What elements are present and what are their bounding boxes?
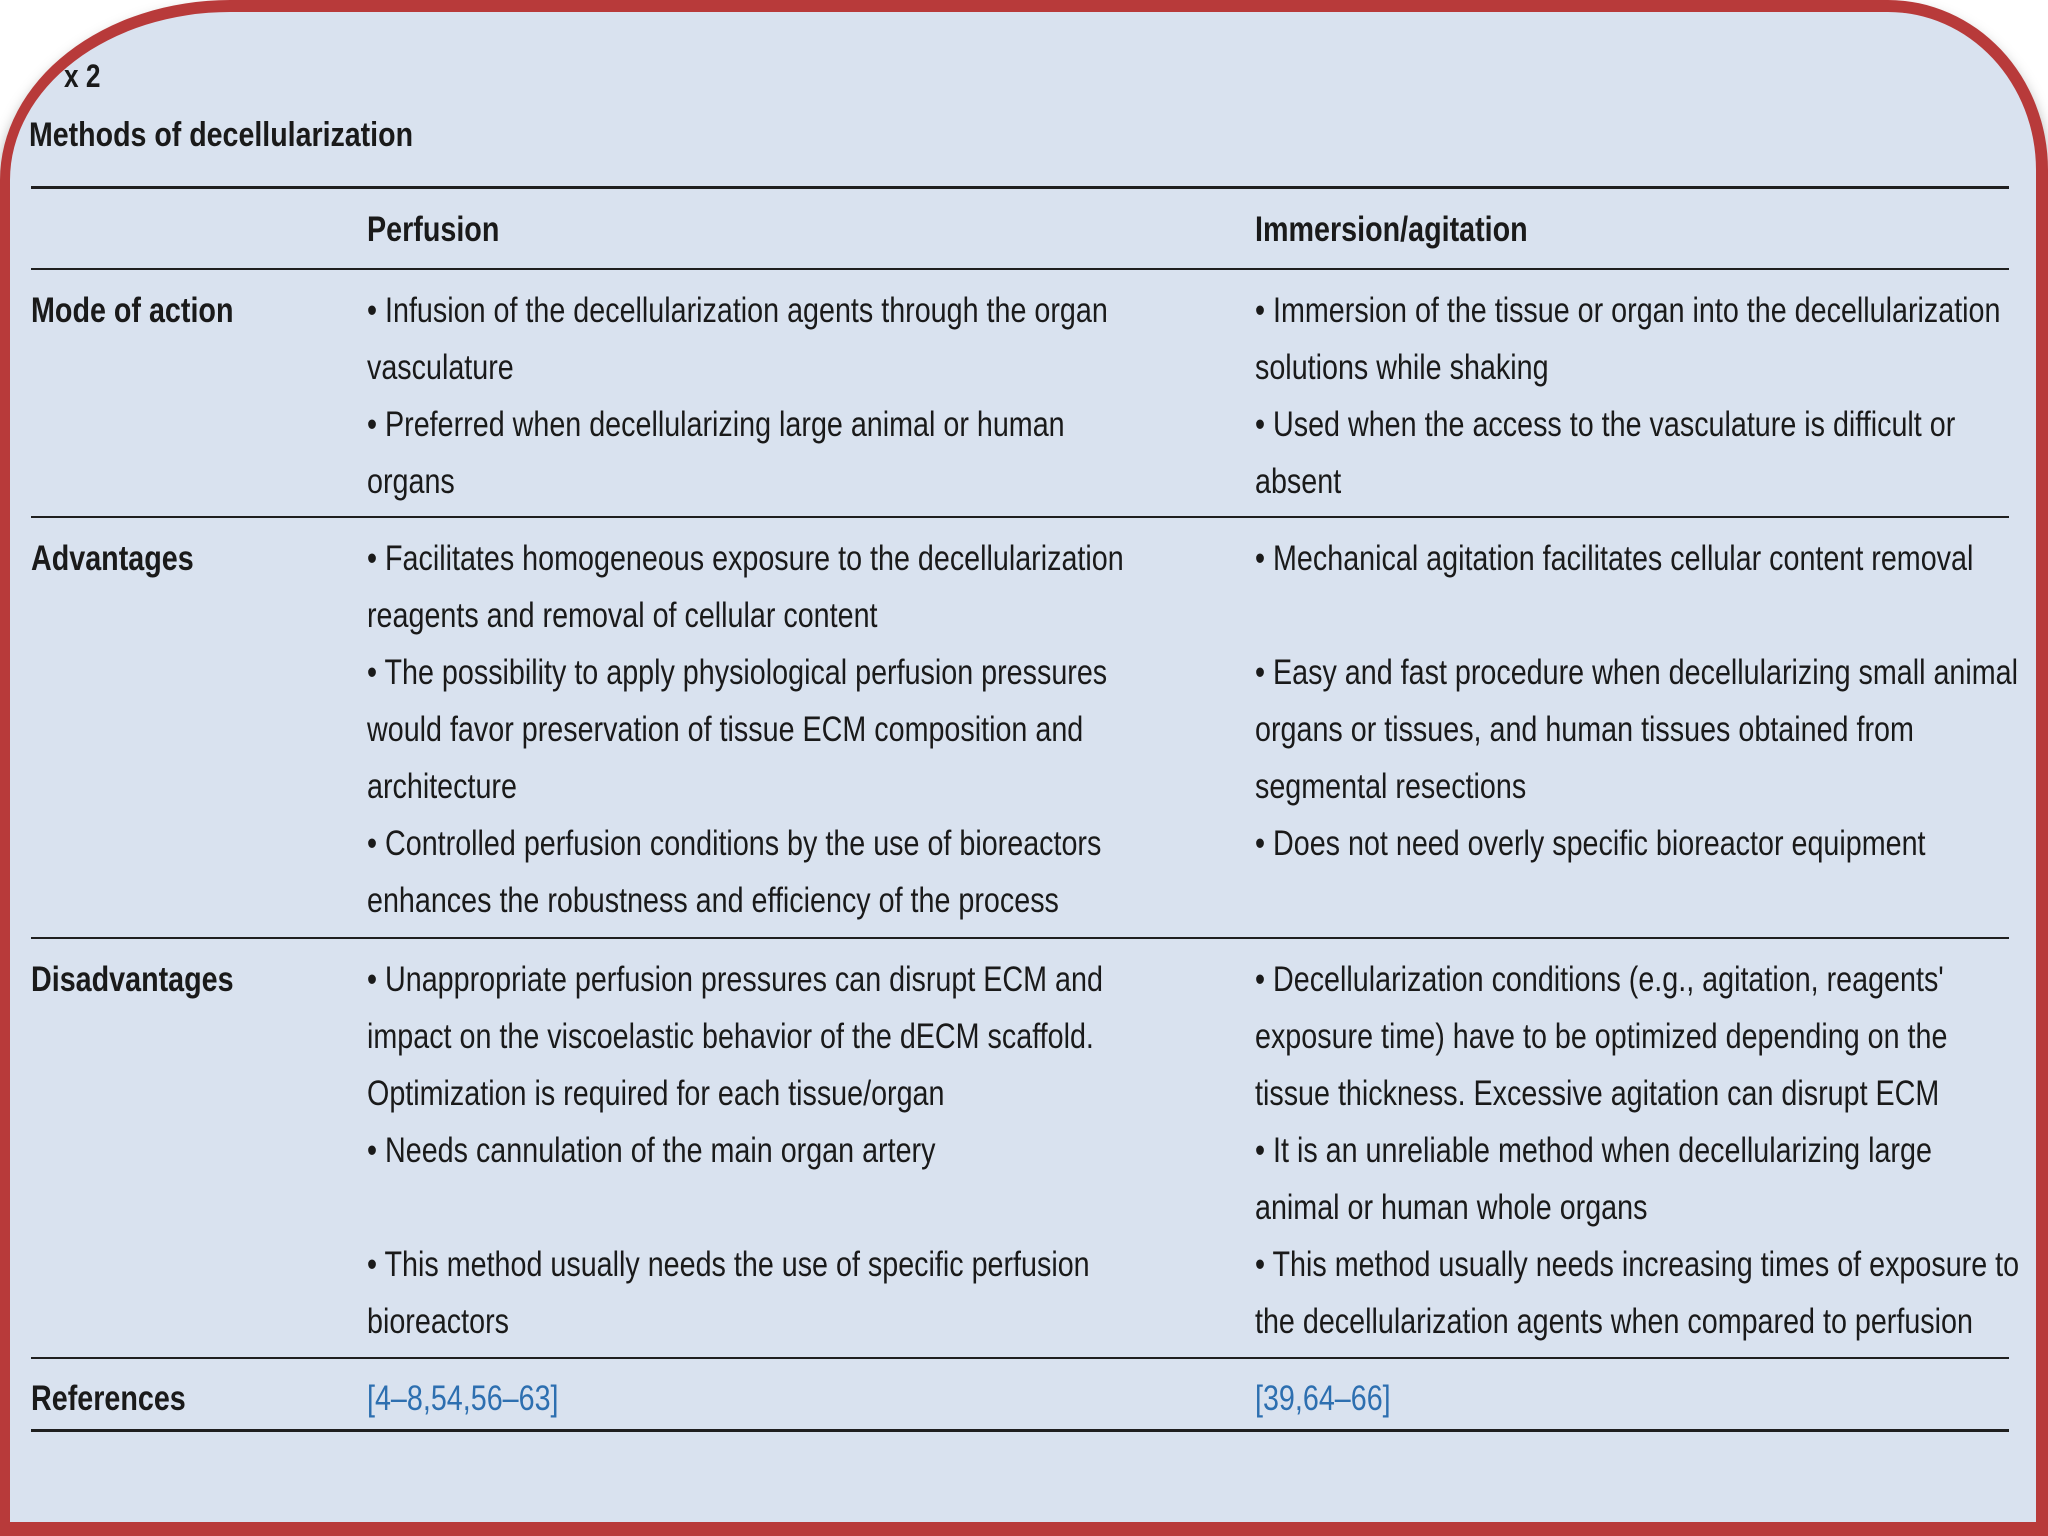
cell-line: bioreactors xyxy=(367,1302,509,1341)
advantages-immersion xyxy=(1255,530,2018,872)
references-perfusion-link[interactable]: [4–8,54,56–63] xyxy=(367,1379,559,1418)
cell-line: enhances the robustness and efficiency of the process xyxy=(367,881,1059,920)
disadvantages-perfusion xyxy=(367,951,1103,1350)
cell-line: organs xyxy=(367,462,455,501)
cell-line xyxy=(367,1179,1103,1236)
cell-line: • Mechanical agitation facilitates cellular content removal xyxy=(1255,539,1974,578)
cell-line: the decellularization agents when compared to perfusion xyxy=(1255,1302,1973,1341)
row-rule xyxy=(31,1357,2009,1359)
cell-line: • Unappropriate perfusion pressures can disrupt ECM and xyxy=(367,960,1103,999)
cell-line: • Easy and fast procedure when decellularizing small animal xyxy=(1255,653,2019,692)
advantages-perfusion xyxy=(367,530,1124,929)
row-label-mode-of-action: Mode of action xyxy=(31,291,234,330)
cell-line: impact on the viscoelastic behavior of the dECM scaffold. xyxy=(367,1017,1094,1056)
table-bottom-rule xyxy=(31,1429,2009,1432)
table-label: x 2 xyxy=(64,58,101,94)
disadvantages-immersion xyxy=(1255,951,2019,1350)
table-top-rule xyxy=(31,186,2009,189)
cell-line: reagents and removal of cellular content xyxy=(367,596,878,635)
cell-line: • Immersion of the tissue or organ into the decellularization xyxy=(1255,291,2001,330)
cell-line: • It is an unreliable method when decellularizing large xyxy=(1255,1131,1932,1170)
row-label-references: References xyxy=(31,1379,186,1418)
cell-line: architecture xyxy=(367,767,517,806)
row-label-advantages: Advantages xyxy=(31,539,194,578)
cell-line: tissue thickness. Excessive agitation can disrupt ECM xyxy=(1255,1074,1940,1113)
cell-line: • Facilitates homogeneous exposure to the decellularization xyxy=(367,539,1124,578)
cell-line: solutions while shaking xyxy=(1255,348,1549,387)
row-rule xyxy=(31,516,2009,518)
cell-line: animal or human whole organs xyxy=(1255,1188,1648,1227)
cell-line: • Decellularization conditions (e.g., agitation, reagents' xyxy=(1255,960,1944,999)
table-title: Methods of decellularization xyxy=(29,116,414,154)
cell-line: • Preferred when decellularizing large animal or human xyxy=(367,405,1065,444)
cell-line: • The possibility to apply physiological perfusion pressures xyxy=(367,653,1108,692)
mode-of-action-immersion xyxy=(1255,282,2000,510)
cell-line: vasculature xyxy=(367,348,514,387)
cell-line: organs or tissues, and human tissues obtained from xyxy=(1255,710,1914,749)
cell-line: • Infusion of the decellularization agents through the organ xyxy=(367,291,1108,330)
cell-line: • Controlled perfusion conditions by the use of bioreactors xyxy=(367,824,1102,863)
cell-line: Optimization is required for each tissue/organ xyxy=(367,1074,945,1113)
cell-line: • Needs cannulation of the main organ artery xyxy=(367,1131,936,1170)
cell-line: would favor preservation of tissue ECM composition and xyxy=(367,710,1084,749)
header-rule xyxy=(31,268,2009,270)
cell-line xyxy=(1255,587,2018,644)
column-header-perfusion: Perfusion xyxy=(367,210,500,249)
row-label-disadvantages: Disadvantages xyxy=(31,960,234,999)
cell-line: • Used when the access to the vasculature is difficult or xyxy=(1255,405,1956,444)
row-rule xyxy=(31,937,2009,939)
references-immersion-link[interactable]: [39,64–66] xyxy=(1255,1379,1391,1418)
mode-of-action-perfusion xyxy=(367,282,1108,510)
cell-line: exposure time) have to be optimized depending on the xyxy=(1255,1017,1948,1056)
cell-line: • This method usually needs the use of specific perfusion xyxy=(367,1245,1090,1284)
cell-line: absent xyxy=(1255,462,1342,501)
column-header-immersion: Immersion/agitation xyxy=(1255,210,1528,249)
cell-line: • Does not need overly specific bioreactor equipment xyxy=(1255,824,1926,863)
cell-line: • This method usually needs increasing times of exposure to xyxy=(1255,1245,2020,1284)
cell-line: segmental resections xyxy=(1255,767,1527,806)
